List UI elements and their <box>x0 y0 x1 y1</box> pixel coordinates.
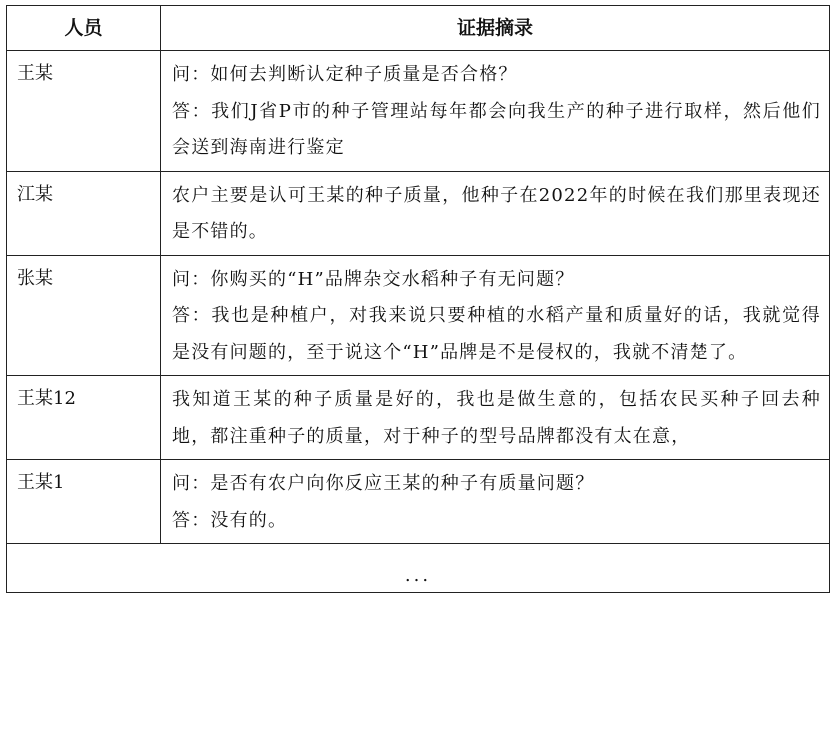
evidence-line: 问：如何去判断认定种子质量是否合格？ <box>172 64 518 85</box>
evidence-line: 问：是否有农户向你反应王某的种子有质量问题？ <box>172 473 595 494</box>
evidence-line: 问：你购买的“H”品牌杂交水稻种子有无问题？ <box>172 268 575 290</box>
evidence-line: 答：我也是种植户，对我来说只要种植的水稻产量和质量好的话，我就觉得是没有问题的，至于说这个“H”品牌是不是侵权的，我就不清楚了。 <box>172 305 821 363</box>
person-cell: 王某12 <box>7 376 161 460</box>
header-row <box>7 6 830 51</box>
header-evidence: 证据摘录 <box>161 6 830 51</box>
ellipsis: ... <box>7 544 830 593</box>
person-cell: 江某 <box>7 171 161 255</box>
table-row <box>7 255 830 376</box>
table-row <box>7 51 830 172</box>
table-row <box>7 171 830 255</box>
person-cell: 王某 <box>7 51 161 172</box>
evidence-cell <box>161 376 830 460</box>
evidence-cell <box>161 255 830 376</box>
person-cell: 王某1 <box>7 460 161 544</box>
evidence-line: 答：我们J省P市的种子管理站每年都会向我生产的种子进行取样，然后他们会送到海南进行鉴定 <box>172 100 821 158</box>
evidence-cell <box>161 171 830 255</box>
table-row <box>7 376 830 460</box>
evidence-line: 我知道王某的种子质量是好的，我也是做生意的，包括农民买种子回去种地，都注重种子的质量，对于种子的型号品牌都没有太在意， <box>172 389 821 447</box>
evidence-line: 农户主要是认可王某的种子质量，他种子在2022年的时候在我们那里表现还是不错的。 <box>172 184 821 242</box>
evidence-cell <box>161 51 830 172</box>
ellipsis-row <box>7 544 830 593</box>
table-body <box>7 51 830 544</box>
person-cell: 张某 <box>7 255 161 376</box>
evidence-cell <box>161 460 830 544</box>
evidence-table <box>6 5 830 593</box>
header-person: 人员 <box>7 6 161 51</box>
table-row <box>7 460 830 544</box>
evidence-line: 答：没有的。 <box>172 509 288 531</box>
